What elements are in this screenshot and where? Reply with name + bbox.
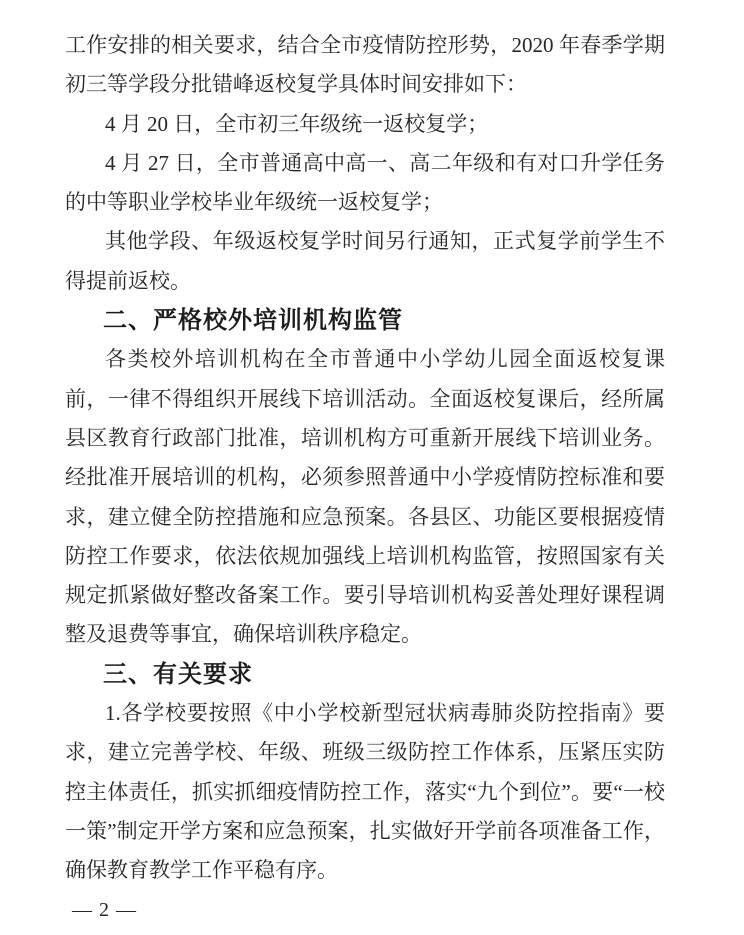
text-line: 规定抓紧做好整改备案工作。要引导培训机构妥善处理好课程调 (65, 583, 665, 608)
text-line: 防控工作要求，依法依规加强线上培训机构监管，按照国家有关 (65, 543, 665, 568)
page-number: — 2 — (72, 899, 137, 921)
text-line: 整及退费等事宜，确保培训秩序稳定。 (65, 622, 422, 647)
text-line: 得提前返校。 (65, 268, 191, 293)
text-line: 4 月 27 日，全市普通高中高一、高二年级和有对口升学任务 (105, 150, 665, 175)
document-body (65, 26, 665, 891)
text-line: 一策”制定开学方案和应急预案，扎实做好开学前各项准备工作， (65, 818, 665, 843)
text-line: 4 月 20 日，全市初三年级统一返校复学； (105, 111, 489, 136)
text-line: 控主体责任，抓实抓细疫情防控工作，落实“九个到位”。要“一校 (65, 779, 665, 804)
text-line: 经批准开展培训的机构，必须参照普通中小学疫情防控标准和要 (65, 465, 665, 490)
text-line: 初三等学段分批错峰返校复学具体时间安排如下： (65, 72, 527, 97)
text-line: 县区教育行政部门批准，培训机构方可重新开展线下培训业务。 (65, 425, 665, 450)
section-heading-3: 三、有关要求 (103, 660, 253, 688)
text-line: 求，建立完善学校、年级、班级三级防控工作体系，压紧压实防 (65, 740, 665, 765)
text-line: 前，一律不得组织开展线下培训活动。全面返校复课后，经所属 (65, 386, 665, 411)
text-line: 各类校外培训机构在全市普通中小学幼儿园全面返校复课 (105, 347, 665, 372)
section-heading-2: 二、严格校外培训机构监管 (103, 307, 403, 335)
text-line: 工作安排的相关要求，结合全市疫情防控形势，2020 年春季学期 (65, 33, 665, 57)
text-line: 1.各学校要按照《中小学校新型冠状病毒肺炎防控指南》要 (105, 701, 665, 726)
text-line: 的中等职业学校毕业年级统一返校复学； (65, 190, 443, 215)
text-line: 求，建立健全防控措施和应急预案。各县区、功能区要根据疫情 (65, 504, 665, 529)
text-line: 其他学段、年级返校复学时间另行通知，正式复学前学生不 (105, 229, 665, 254)
text-line: 确保教育教学工作平稳有序。 (65, 858, 338, 883)
